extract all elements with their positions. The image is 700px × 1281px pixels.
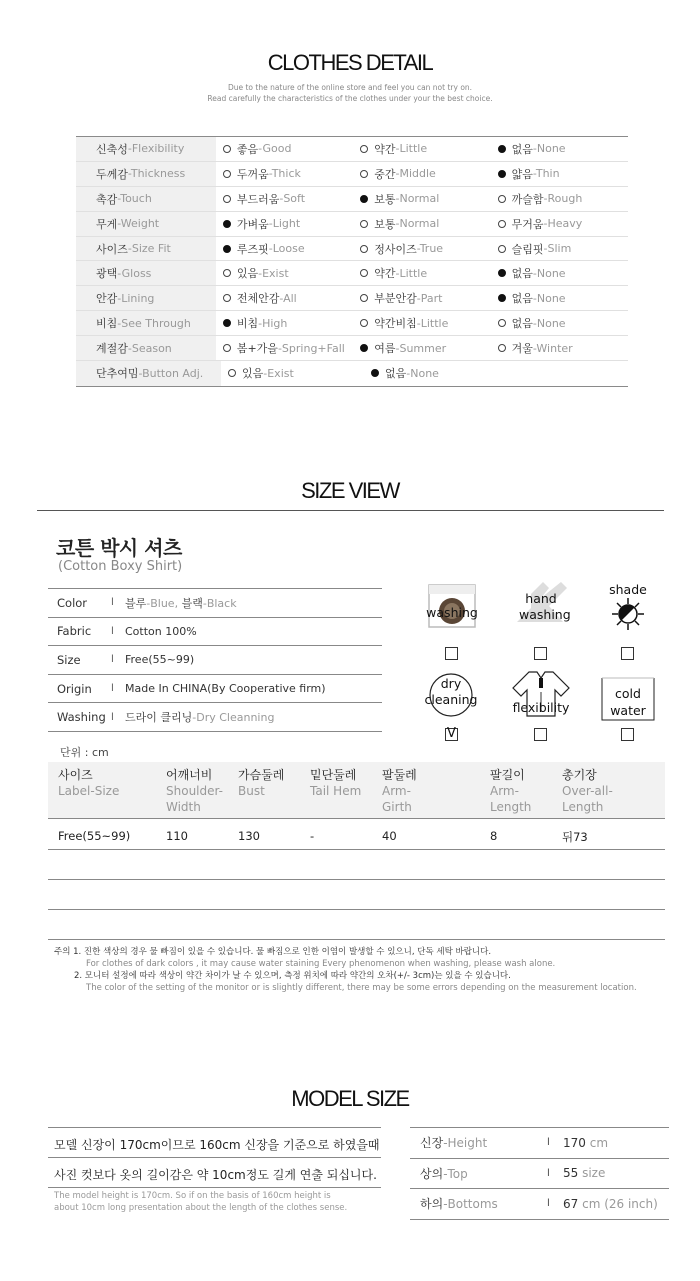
detail-row xyxy=(76,261,628,286)
dry-cleaning-checkbox[interactable] xyxy=(445,728,458,741)
column-ko: 밑단둘레 xyxy=(310,768,357,782)
product-info-row xyxy=(48,589,382,618)
detail-option[interactable] xyxy=(491,265,628,281)
detail-option-ko: 봄+가을 xyxy=(236,342,278,356)
column-en: Shoulder- Width xyxy=(166,784,223,814)
info-value-ko-2: 블랙 xyxy=(181,596,203,610)
size-table-row xyxy=(48,880,665,910)
size-table-row xyxy=(48,910,665,940)
detail-option[interactable] xyxy=(353,141,490,157)
model-value-number: 67 xyxy=(563,1196,579,1211)
model-label-en: -Height xyxy=(443,1136,488,1151)
dry-cleaning-care xyxy=(419,672,483,722)
size-view-title: SIZE VIEW xyxy=(301,478,399,503)
info-value-en-2: -Black xyxy=(202,596,237,610)
detail-option[interactable] xyxy=(353,340,490,356)
detail-option-ko: 얇음 xyxy=(511,167,533,181)
detail-option-ko: 겨울 xyxy=(511,342,533,356)
info-separator: l xyxy=(111,683,114,695)
size-notes xyxy=(54,946,674,994)
size-table-row xyxy=(48,850,665,880)
size-column-header xyxy=(166,767,223,815)
detail-label-en: -Thickness xyxy=(127,167,186,181)
model-value-number: 55 xyxy=(563,1166,579,1181)
info-value-ko: Free(55~99) xyxy=(125,653,195,667)
detail-option[interactable] xyxy=(216,340,353,356)
detail-label-ko: 단추여밈 xyxy=(96,367,139,381)
cold-water-label xyxy=(598,685,658,719)
detail-row xyxy=(76,336,628,361)
info-value-ko: Cotton 100% xyxy=(125,624,197,638)
detail-option[interactable] xyxy=(216,191,353,207)
detail-option-ko: 있음 xyxy=(236,267,259,281)
selected-dot-icon xyxy=(498,294,506,302)
size-column-header xyxy=(562,767,613,815)
info-label: Color xyxy=(57,595,88,610)
detail-row xyxy=(76,162,628,187)
detail-option[interactable] xyxy=(353,290,490,306)
detail-label-en: -Gloss xyxy=(117,266,152,280)
detail-option-ko: 약간 xyxy=(374,267,396,281)
product-name-english: (Cotton Boxy Shirt) xyxy=(58,559,183,574)
size-cell: 뒤73 xyxy=(562,830,588,844)
washing-care xyxy=(420,583,484,633)
unselected-dot-icon xyxy=(360,145,368,153)
detail-option[interactable] xyxy=(353,191,490,207)
detail-option-en: -None xyxy=(532,291,566,305)
info-separator: l xyxy=(111,711,114,723)
selected-dot-icon xyxy=(498,269,506,277)
hand-washing-label xyxy=(509,591,573,623)
size-view-divider xyxy=(37,510,664,511)
unselected-dot-icon xyxy=(360,245,368,253)
detail-row-label xyxy=(76,286,216,310)
selected-dot-icon xyxy=(360,344,368,352)
column-en: Tail Hem xyxy=(310,784,362,798)
model-value-unit: size xyxy=(578,1166,606,1181)
detail-label-ko: 사이즈 xyxy=(96,242,128,256)
column-ko: 어깨너비 xyxy=(166,768,213,782)
column-ko: 팔길이 xyxy=(490,768,525,782)
detail-row xyxy=(76,187,628,212)
unselected-dot-icon xyxy=(498,220,506,228)
detail-option-ko: 약간비침 xyxy=(374,317,417,331)
size-table-row xyxy=(48,820,665,850)
detail-label-ko: 비침 xyxy=(96,317,118,331)
detail-label-en: -See Through xyxy=(117,316,191,330)
detail-label-en: -Touch xyxy=(117,192,152,206)
detail-row-label xyxy=(76,261,216,285)
detail-option[interactable] xyxy=(353,216,490,232)
detail-row xyxy=(76,237,628,262)
shade-care xyxy=(596,582,660,632)
detail-option-ko: 정사이즈 xyxy=(374,242,417,256)
detail-option[interactable] xyxy=(353,241,490,257)
detail-option-en: -Middle xyxy=(395,167,436,181)
detail-option-ko: 무거움 xyxy=(511,217,544,231)
shade-sun-icon xyxy=(596,582,660,632)
info-value xyxy=(125,595,237,611)
info-value-ko: Made In CHINA(By Cooperative firm) xyxy=(125,682,326,696)
column-en: Arm- Length xyxy=(490,784,532,814)
model-label-ko: 상의 xyxy=(420,1166,444,1181)
info-value-ko: 드라이 클리닝 xyxy=(125,711,193,725)
cold-water-label-text: cold water xyxy=(610,686,646,718)
detail-option[interactable] xyxy=(491,191,628,207)
detail-option[interactable] xyxy=(353,166,490,182)
detail-option-ko: 중간 xyxy=(374,167,396,181)
detail-option-ko: 두꺼움 xyxy=(236,167,269,181)
detail-option[interactable] xyxy=(216,290,353,306)
detail-option[interactable] xyxy=(216,216,353,232)
model-value-unit: cm xyxy=(585,1135,609,1150)
detail-label-en: -Button Adj. xyxy=(138,366,204,380)
detail-option-ko: 없음 xyxy=(511,142,533,156)
model-measure-label xyxy=(410,1165,547,1182)
info-value xyxy=(125,625,197,638)
unselected-dot-icon xyxy=(498,319,506,327)
info-value xyxy=(125,709,274,725)
detail-label-en: -Lining xyxy=(117,291,155,305)
detail-label-en: -Size Fit xyxy=(127,242,171,255)
unselected-dot-icon xyxy=(360,220,368,228)
detail-option[interactable] xyxy=(216,315,353,331)
size-cell: 110 xyxy=(166,829,188,843)
note-2-english: The color of the setting of the monitor or is slightly different, there may be some errors depending on the measurement location. xyxy=(86,983,637,993)
detail-row-label xyxy=(76,237,216,261)
clothes-detail-title: CLOTHES DETAIL xyxy=(267,50,433,75)
detail-row xyxy=(76,311,628,336)
selected-dot-icon xyxy=(498,170,506,178)
clothes-detail-table xyxy=(76,136,628,387)
size-column-header xyxy=(310,767,361,799)
detail-option-en: -Summer xyxy=(395,341,447,355)
product-info-row xyxy=(48,675,382,704)
selected-dot-icon xyxy=(498,145,506,153)
model-description-2: 사진 컷보다 옷의 길이감은 약 10cm정도 길게 연출 되십니다. xyxy=(48,1158,381,1188)
shade-label: shade xyxy=(609,582,647,597)
detail-option-ko: 없음 xyxy=(385,367,407,381)
product-info-row xyxy=(48,703,382,732)
unselected-dot-icon xyxy=(498,195,506,203)
detail-option-en: -Slim xyxy=(543,242,572,255)
info-label: Washing xyxy=(57,710,106,725)
detail-row-label xyxy=(76,336,216,360)
detail-option[interactable] xyxy=(491,141,628,157)
detail-option-en: -Loose xyxy=(268,242,305,255)
detail-label-ko: 두께감 xyxy=(96,167,128,181)
detail-option-en: -Little xyxy=(395,142,428,156)
unselected-dot-icon xyxy=(360,170,368,178)
detail-option[interactable] xyxy=(353,315,490,331)
model-measure-row xyxy=(410,1128,669,1159)
dry-cleaning-check-mark: V xyxy=(447,726,456,741)
detail-row-label xyxy=(76,212,216,236)
hand-washing-label-text: hand washing xyxy=(519,591,571,622)
dry-cleaning-label xyxy=(419,676,483,708)
unselected-dot-icon xyxy=(360,294,368,302)
size-cell: Free(55~99) xyxy=(58,829,131,843)
note-2: 2. 모니터 설정에 따라 색상이 약간 차이가 날 수 있으며, 측정 위치에 따라 약간의 오차(+/- 3cm)는 있을 수 있습니다. xyxy=(74,971,511,981)
column-en: Arm- Girth xyxy=(382,784,412,814)
unselected-dot-icon xyxy=(498,245,506,253)
model-label-en: -Top xyxy=(443,1166,468,1181)
detail-option-en: -Good xyxy=(258,142,292,156)
detail-option[interactable] xyxy=(491,166,628,182)
cold-water-checkbox[interactable] xyxy=(621,728,634,741)
model-measure-value xyxy=(563,1136,608,1150)
detail-option-ko: 루즈핏 xyxy=(236,242,269,256)
detail-option-ko: 있음 xyxy=(242,367,264,381)
unselected-dot-icon xyxy=(360,269,368,277)
product-info-table xyxy=(48,588,382,732)
dry-cleaning-label-text: dry cleaning xyxy=(424,676,478,707)
detail-option-ko: 보통 xyxy=(374,217,396,231)
detail-row xyxy=(76,212,628,237)
column-ko: 가슴둘레 xyxy=(238,768,285,782)
detail-option-ko: 없음 xyxy=(511,292,533,306)
model-measure-label xyxy=(410,1134,547,1151)
detail-option-en: -Soft xyxy=(279,192,306,206)
detail-option[interactable] xyxy=(216,141,353,157)
detail-option-en: -Little xyxy=(416,316,449,330)
column-ko: 팔둘레 xyxy=(382,768,417,782)
hand-washing-care xyxy=(509,578,573,628)
note-1-english: For clothes of dark colors , it may cause water staining Every phenomenon when washing, please wash alone. xyxy=(86,959,556,969)
detail-option-en: -Heavy xyxy=(543,217,583,231)
column-ko: 사이즈 xyxy=(58,768,93,782)
detail-option-ko: 없음 xyxy=(511,317,533,331)
size-cell: 40 xyxy=(382,829,397,843)
detail-option-ko: 까슬함 xyxy=(511,192,544,206)
size-cell: 130 xyxy=(238,829,260,843)
clothes-detail-subtitle-1: Due to the nature of the online store and feel you can not try on. xyxy=(227,83,473,92)
flexibility-label: flexibility xyxy=(512,700,570,715)
detail-label-ko: 안감 xyxy=(96,292,118,306)
clothes-detail-subtitle-2: Read carefully the characteristics of the clothes under your the best choice. xyxy=(207,94,493,103)
unselected-dot-icon xyxy=(498,344,506,352)
detail-option[interactable] xyxy=(221,365,364,381)
detail-option-en: -Spring+Fall xyxy=(277,341,345,355)
unselected-dot-icon xyxy=(223,344,231,352)
detail-option-en: -Exist xyxy=(258,266,289,280)
model-measure-row xyxy=(410,1159,669,1190)
detail-option-ko: 부드러움 xyxy=(236,192,280,206)
detail-row-label xyxy=(76,311,216,335)
detail-option-en: -Thick xyxy=(268,167,301,181)
detail-option-ko: 슬림핏 xyxy=(511,242,544,256)
detail-option-ko: 약간 xyxy=(374,142,396,156)
detail-option-en: -None xyxy=(532,316,566,330)
info-value-en: -Dry Cleanning xyxy=(192,711,275,725)
detail-option-en: -Thin xyxy=(532,167,560,181)
detail-label-en: -Flexibility xyxy=(127,142,185,156)
detail-option-en: -All xyxy=(279,291,297,305)
detail-option-en: -Light xyxy=(268,217,301,231)
column-en: Over-all- Length xyxy=(562,784,613,814)
product-info-row xyxy=(48,646,382,675)
product-info-row xyxy=(48,618,382,647)
info-separator: l xyxy=(111,654,114,666)
unselected-dot-icon xyxy=(360,319,368,327)
detail-option-en: -True xyxy=(416,242,444,255)
model-size-title: MODEL SIZE xyxy=(291,1086,409,1111)
size-column-header xyxy=(382,767,417,815)
detail-row xyxy=(76,361,628,386)
hand-washing-checkbox[interactable] xyxy=(534,647,547,660)
detail-label-ko: 무게 xyxy=(96,217,118,231)
model-measurements-table xyxy=(410,1127,669,1220)
detail-option[interactable] xyxy=(353,265,490,281)
model-measure-value xyxy=(563,1197,658,1211)
washing-checkbox[interactable] xyxy=(445,647,458,660)
detail-label-en: -Season xyxy=(127,341,172,355)
column-ko: 총기장 xyxy=(562,768,597,782)
flexibility-care xyxy=(509,668,573,718)
detail-option-en: -None xyxy=(532,266,566,280)
size-column-header xyxy=(58,767,119,799)
detail-row-label xyxy=(76,162,216,186)
detail-label-en: -Weight xyxy=(117,217,160,231)
detail-option-en: -Part xyxy=(416,291,443,305)
detail-option-ko: 부분안감 xyxy=(374,292,417,306)
model-label-en: -Bottoms xyxy=(443,1197,498,1212)
model-label-ko: 신장 xyxy=(420,1136,444,1151)
model-note-2: about 10cm long presentation about the length of the clothes sense. xyxy=(54,1203,348,1213)
product-name: 코튼 박시 셔츠 xyxy=(56,536,182,560)
detail-option[interactable] xyxy=(491,340,628,356)
detail-label-ko: 신축성 xyxy=(96,142,128,156)
note-1: 주의 1. 진한 색상의 경우 물 빠짐이 있을 수 있습니다. 물 빠짐으로 인한 이염이 발생할 수 있으니, 단독 세탁 바랍니다. xyxy=(54,947,492,957)
size-table-header xyxy=(48,762,665,819)
detail-label-ko: 광택 xyxy=(96,267,118,281)
model-measure-label xyxy=(410,1195,547,1212)
size-column-header xyxy=(238,767,284,799)
model-value-number: 170 xyxy=(563,1135,586,1150)
info-separator: l xyxy=(111,597,114,609)
info-value-ko: 블루 xyxy=(125,596,147,610)
info-value-en: -Blue, xyxy=(146,596,182,610)
detail-label-ko: 계절감 xyxy=(96,342,128,356)
info-label: Fabric xyxy=(57,624,92,639)
detail-option[interactable] xyxy=(216,265,353,281)
model-separator: l xyxy=(547,1167,550,1179)
selected-dot-icon xyxy=(223,245,231,253)
unit-label: 단위 : cm xyxy=(60,746,109,759)
detail-option-en: -Winter xyxy=(532,341,573,355)
detail-option-en: -Normal xyxy=(395,217,440,231)
size-column-header xyxy=(490,767,531,815)
selected-dot-icon xyxy=(223,319,231,327)
size-cell: 8 xyxy=(490,829,498,843)
detail-option-en: -Rough xyxy=(543,192,583,206)
detail-row-label xyxy=(76,187,216,211)
detail-option-en: -None xyxy=(532,142,566,156)
info-value xyxy=(125,653,194,666)
detail-option[interactable] xyxy=(216,166,353,182)
unselected-dot-icon xyxy=(223,145,231,153)
flexibility-checkbox[interactable] xyxy=(534,728,547,741)
unselected-dot-icon xyxy=(223,195,231,203)
unselected-dot-icon xyxy=(228,369,236,377)
detail-option-ko: 없음 xyxy=(511,267,533,281)
detail-option-en: -None xyxy=(406,366,439,380)
model-note xyxy=(54,1190,347,1214)
model-note-1: The model height is 170cm. So if on the basis of 160cm height is xyxy=(54,1191,331,1201)
info-label: Origin xyxy=(57,681,92,696)
detail-row xyxy=(76,286,628,311)
model-separator: l xyxy=(547,1198,550,1210)
detail-option-ko: 비침 xyxy=(236,317,259,331)
detail-option-en: -Exist xyxy=(263,366,294,380)
detail-option-ko: 전체안감 xyxy=(236,292,280,306)
detail-option-ko: 여름 xyxy=(374,342,396,356)
unselected-dot-icon xyxy=(223,294,231,302)
model-measure-row xyxy=(410,1189,669,1220)
size-cell: - xyxy=(310,829,315,843)
washing-label: washing xyxy=(426,605,478,620)
detail-option[interactable] xyxy=(491,216,628,232)
detail-option-en: -Little xyxy=(395,266,428,280)
selected-dot-icon xyxy=(223,220,231,228)
cold-water-care xyxy=(598,672,662,722)
model-value-unit: cm (26 inch) xyxy=(578,1196,658,1211)
detail-option[interactable] xyxy=(491,290,628,306)
detail-option-en: -Normal xyxy=(395,192,440,206)
model-separator: l xyxy=(547,1137,550,1149)
model-description-1: 모델 신장이 170cm이므로 160cm 신장을 기준으로 하였을때 xyxy=(48,1128,381,1158)
model-measure-value xyxy=(563,1166,605,1180)
selected-dot-icon xyxy=(371,369,379,377)
detail-option-ko: 보통 xyxy=(374,192,396,206)
column-en: Bust xyxy=(238,784,265,798)
detail-option[interactable] xyxy=(491,315,628,331)
shade-checkbox[interactable] xyxy=(621,647,634,660)
detail-option[interactable] xyxy=(364,365,507,381)
selected-dot-icon xyxy=(360,195,368,203)
unselected-dot-icon xyxy=(223,269,231,277)
detail-row xyxy=(76,137,628,162)
detail-row-label xyxy=(76,137,216,161)
info-value xyxy=(125,682,326,695)
model-label-ko: 하의 xyxy=(420,1197,444,1212)
detail-row-label xyxy=(76,361,221,386)
detail-label-ko: 촉감 xyxy=(96,192,118,206)
info-label: Size xyxy=(57,652,81,667)
detail-option-ko: 가벼움 xyxy=(236,217,269,231)
column-en: Label-Size xyxy=(58,784,120,798)
info-separator: l xyxy=(111,625,114,637)
detail-option[interactable] xyxy=(491,241,628,257)
detail-option-en: -High xyxy=(258,316,288,330)
unselected-dot-icon xyxy=(223,170,231,178)
detail-option-ko: 좋음 xyxy=(236,142,259,156)
detail-option[interactable] xyxy=(216,241,353,257)
